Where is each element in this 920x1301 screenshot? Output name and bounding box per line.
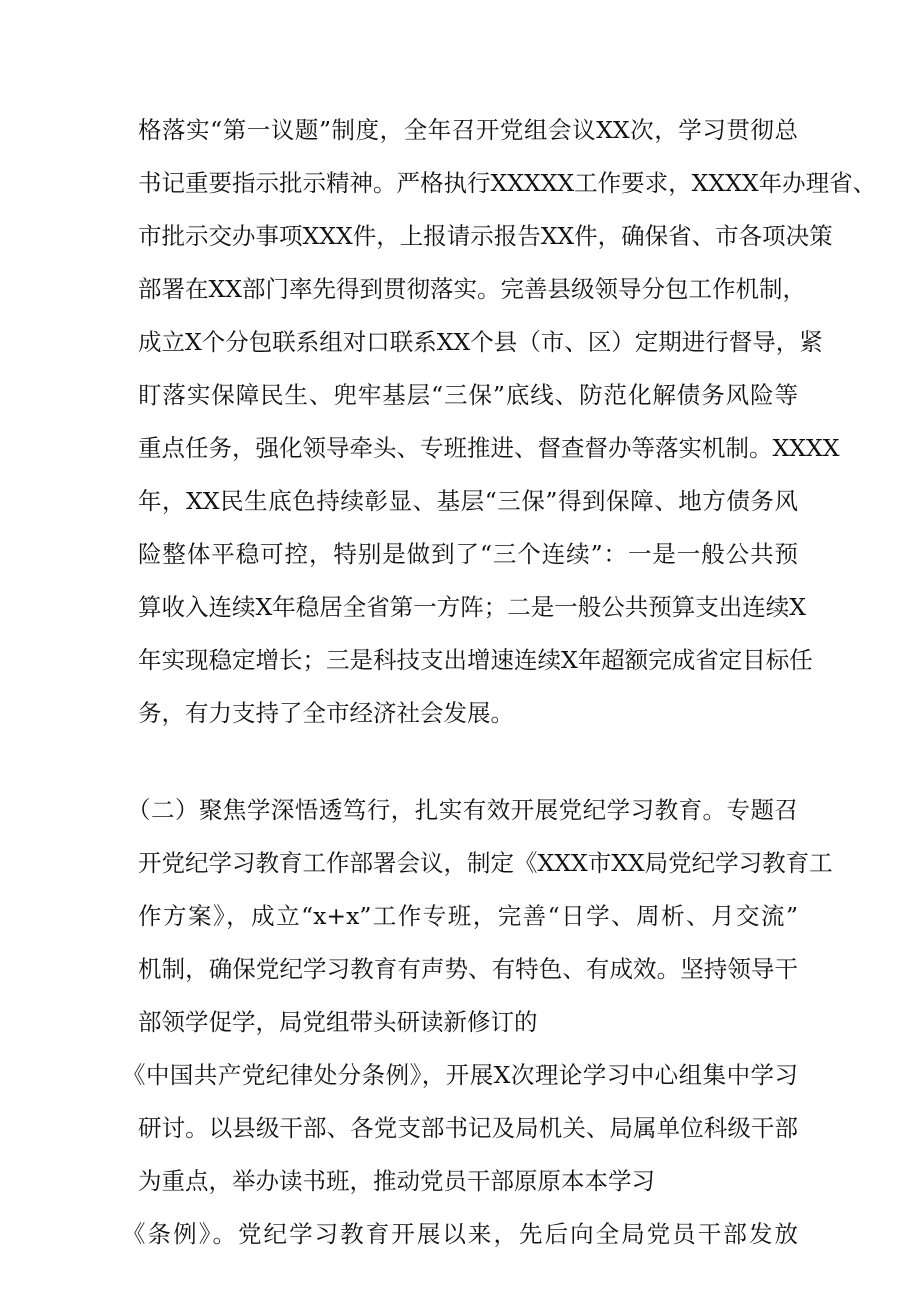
paragraph-2-line-4: 机制，确保党纪学习教育有声势、有特色、有成效。坚持领导干 xyxy=(138,955,798,983)
paragraph-2-line-3: 作方案》，成立“x+x”工作专班，完善“日学、周析、月交流” xyxy=(138,902,798,930)
paragraph-2-line-5: 部领学促学，局党组带头研读新修订的 xyxy=(138,1008,538,1036)
paragraph-2-line-1: （二）聚焦学深悟透笃行，扎实有效开展党纪学习教育。专题召 xyxy=(127,796,798,824)
paragraph-1-line-12: 务，有力支持了全市经济社会发展。 xyxy=(138,699,514,727)
paragraph-1-line-8: 年，XX民生底色持续彰显、基层“三保”得到保障、地方债务风 xyxy=(138,487,798,515)
paragraph-1-line-11: 年实现稳定增长；三是科技支出增速连续X年超额完成省定目标任 xyxy=(138,646,813,674)
paragraph-2-line-9: 《条例》。党纪学习教育开展以来，先后向全局党员干部发放 xyxy=(122,1220,798,1248)
paragraph-1-line-7: 重点任务，强化领导牵头、专班推进、督查督办等落实机制。XXXX xyxy=(138,434,840,462)
paragraph-1-line-2: 书记重要指示批示精神。严格执行XXXXX工作要求，XXXX年办理省、 xyxy=(138,169,877,197)
paragraph-1-line-10: 算收入连续X年稳居全省第一方阵；二是一般公共预算支出连续X xyxy=(138,593,806,621)
paragraph-1-line-3: 市批示交办事项XXX件，上报请示报告XX件，确保省、市各项决策 xyxy=(138,222,833,250)
paragraph-2-line-6: 《中国共产党纪律处分条例》，开展X次理论学习中心组集中学习 xyxy=(122,1061,798,1089)
paragraph-2-line-8: 为重点，举办读书班，推动党员干部原原本本学习 xyxy=(138,1167,655,1195)
paragraph-1-line-5: 成立X个分包联系组对口联系XX个县（市、区）定期进行督导，紧 xyxy=(138,328,823,356)
paragraph-1-line-6: 盯落实保障民生、兜牢基层“三保”底线、防范化解债务风险等 xyxy=(138,381,798,409)
paragraph-1-line-1: 格落实“第一议题”制度，全年召开党组会议XX次，学习贯彻总 xyxy=(138,116,798,144)
paragraph-1-line-9: 险整体平稳可控，特别是做到了“三个连续”：一是一般公共预 xyxy=(138,540,798,568)
paragraph-1-line-4: 部署在XX部门率先得到贯彻落实。完善县级领导分包工作机制， xyxy=(138,275,806,303)
paragraph-2-line-7: 研讨。以县级干部、各党支部书记及局机关、局属单位科级干部 xyxy=(138,1114,798,1142)
paragraph-2-line-2: 开党纪学习教育工作部署会议，制定《XXX市XX局党纪学习教育工 xyxy=(138,849,833,877)
